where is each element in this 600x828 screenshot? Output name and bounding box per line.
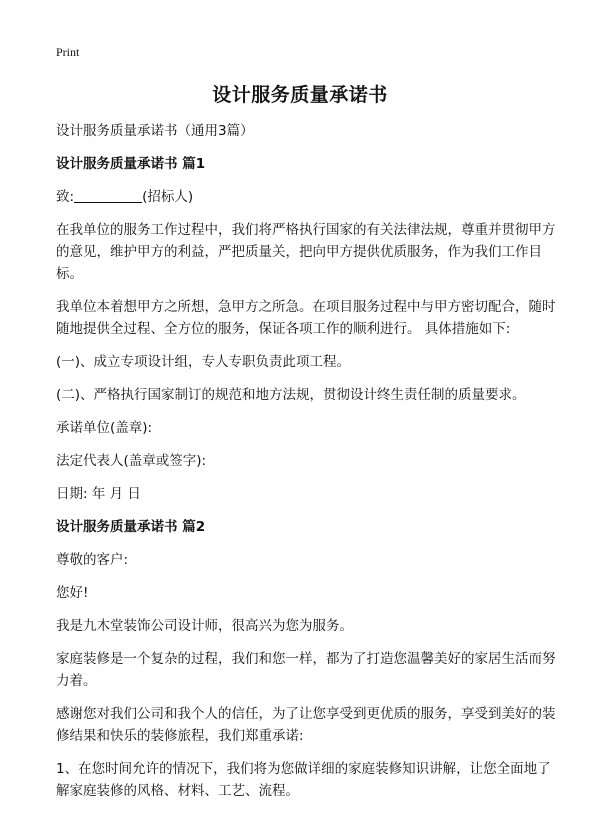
paragraph: 我是九木堂装饰公司设计师，很高兴为您为服务。 — [56, 618, 353, 634]
document-body — [56, 120, 556, 813]
signature-date: 日期: 年 月 日 — [56, 486, 141, 502]
print-link[interactable]: Print — [56, 45, 80, 59]
paragraph: 家庭装修是一个复杂的过程，我们和您一样，都为了打造您温馨美好的家居生活而努力着。 — [56, 651, 556, 689]
paragraph: 在我单位的服务工作过程中，我们将严格执行国家的有关法律法规，尊重并贯彻甲方的意见，维护甲方的利益，严把质量关，把向甲方提供优质服务，作为我们工作目标。 — [56, 222, 556, 282]
measure-item: (一)、成立专项设计组，专人专职负责此项工程。 — [56, 354, 351, 370]
greeting: 尊敬的客户: — [56, 552, 129, 568]
signature-representative: 法定代表人(盖章或签字): — [56, 453, 207, 469]
hello-line: 您好! — [56, 585, 89, 601]
recipient-line — [56, 186, 556, 208]
recipient-prefix: 致: — [56, 189, 75, 205]
recipient-blank — [74, 188, 142, 203]
document-subtitle: 设计服务质量承诺书（通用3篇） — [56, 123, 254, 139]
document-title: 设计服务质量承诺书 — [212, 84, 388, 106]
measure-item: (二)、严格执行国家制订的规范和地方法规，贯彻设计终生责任制的质量要求。 — [56, 387, 526, 403]
section-heading: 设计服务质量承诺书 篇2 — [56, 519, 206, 535]
paragraph: 感谢您对我们公司和我个人的信任，为了让您享受到更优质的服务，享受到美好的装修结果和快乐的装修旅程，我们郑重承诺: — [56, 706, 556, 744]
paragraph: 1、在您时间允许的情况下，我们将为您做详细的家庭装修知识讲解，让您全面地了解家庭装修的风格、材料、工艺、流程。 — [56, 761, 551, 799]
signature-unit: 承诺单位(盖章): — [56, 420, 153, 436]
section-heading: 设计服务质量承诺书 篇1 — [56, 156, 206, 172]
recipient-suffix: (招标人) — [142, 189, 194, 205]
paragraph: 我单位本着想甲方之所想，急甲方之所急。在项目服务过程中与甲方密切配合，随时随地提供全过程、全方位的服务，保证各项工作的顺利进行。 具体措施如下: — [56, 299, 556, 337]
